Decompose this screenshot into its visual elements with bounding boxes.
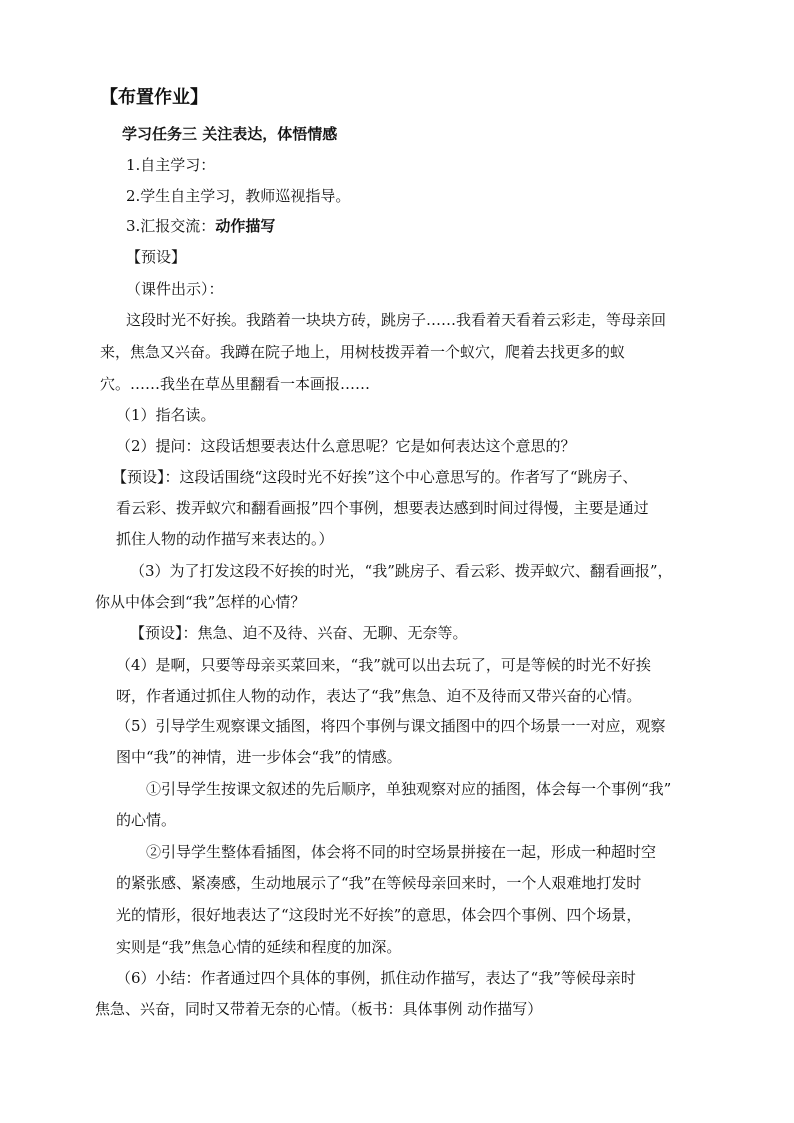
sub-item-line: 的紧张感、紧凑感，生动地展示了“我”在等候母亲回来时，一个人艰难地打发时 [116, 874, 642, 892]
paragraph-line: （4）是啊，只要等母亲买菜回来，“我”就可以出去玩了，可是等候的时光不好挨 [116, 656, 651, 674]
question-line: （3）为了打发这段不好挨的时光，“我”跳房子、看云彩、拨弄蚁穴、翻看画报”， [130, 562, 673, 580]
sub-item-line: 实则是“我”焦急心情的延续和程度的加深。 [116, 938, 402, 956]
question-line: 你从中体会到“我”怎样的心情？ [95, 593, 306, 611]
step-2: 2.学生自主学习，教师巡视指导。 [126, 187, 351, 205]
step-1: 1.自主学习： [126, 156, 216, 174]
paragraph-line: 呀，作者通过抓住人物的动作，表达了“我”焦急、迫不及待而又带兴奋的心情。 [116, 687, 642, 705]
answer-line: 看云彩、拨弄蚁穴和翻看画报”四个事例，想要表达感到时间过得慢，主要是通过 [116, 499, 649, 517]
question-2: （2）提问：这段话想要表达什么意思呢？它是如何表达这个意思的？ [116, 437, 576, 455]
section-heading: 【布置作业】 [100, 87, 208, 108]
question-1: （1）指名读。 [116, 406, 216, 424]
paragraph-line: 图中“我”的神情，进一步体会“我”的情感。 [116, 748, 402, 766]
sub-item-line: 的心情。 [116, 811, 177, 829]
answer-line: 【预设】：这段话围绕“这段时光不好挨”这个中心意思写的。作者写了“跳房子、 [112, 468, 638, 486]
summary-line: 焦急、兴奋，同时又带着无奈的心情。（板书：具体事例 动作描写） [95, 1000, 543, 1018]
courseware-note: （课件出示）： [126, 280, 224, 298]
answer-line: 抓住人物的动作描写来表达的。） [116, 530, 334, 548]
excerpt-line: 穴。……我坐在草丛里翻看一本画报…… [100, 375, 371, 393]
excerpt-line: 来，焦急又兴奋。我蹲在院子地上，用树枝拨弄着一个蚁穴，爬着去找更多的蚁 [100, 343, 626, 361]
task-title: 学习任务三 关注表达，体悟情感 [122, 125, 338, 143]
summary-line: （6）小结：作者通过四个具体的事例，抓住动作描写，表达了“我”等候母亲时 [116, 969, 636, 987]
excerpt-line: 这段时光不好挨。我踏着一块块方砖，跳房子……我看着天看着云彩走，等母亲回 [126, 311, 667, 329]
step-3 [126, 216, 275, 236]
paragraph-line: （5）引导学生观察课文插图，将四个事例与课文插图中的四个场景一一对应，观察 [116, 717, 666, 735]
step-3-bold: 动作描写 [215, 217, 276, 235]
sub-item-line: 光的情形，很好地表达了“这段时光不好挨”的意思，体会四个事例、四个场景， [116, 906, 642, 924]
sub-item-line: ②引导学生整体看插图，体会将不同的时空场景拼接在一起，形成一种超时空 [146, 843, 657, 861]
preset-label: 【预设】 [126, 248, 187, 266]
answer-3: 【预设】：焦急、迫不及待、兴奋、无聊、无奈等。 [130, 624, 468, 642]
step-3-label: 3.汇报交流： [126, 217, 216, 235]
sub-item-line: ①引导学生按课文叙述的先后顺序，单独观察对应的插图，体会每一个事例“我” [146, 780, 672, 798]
